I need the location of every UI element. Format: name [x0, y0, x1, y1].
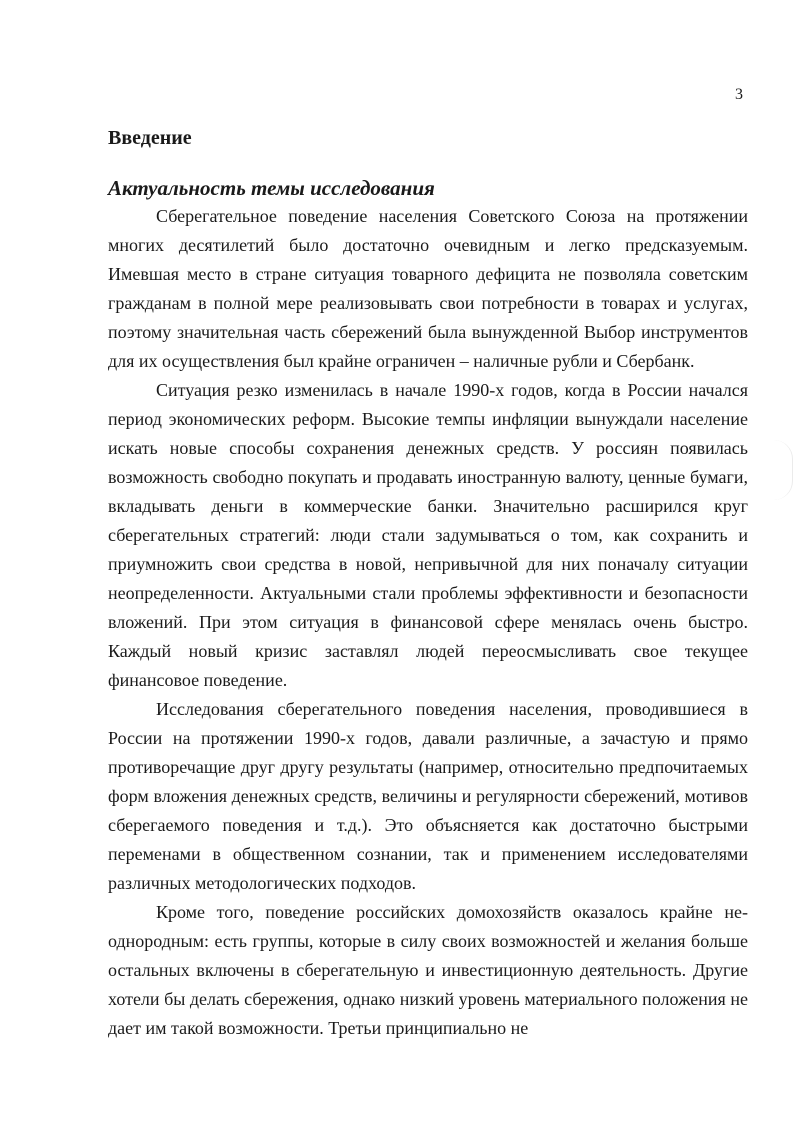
section-heading: Введение [108, 127, 192, 149]
paragraph-1: Сберегательное поведение населения Советского Союза на протяжении многих десятилетий было достаточно очевидным и легко предсказуемым. Имевшая место в стране ситуация товарного дефицита не позволяла советским гражданам в полной мере реализовывать свои потребности в товарах и услугах, поэтому значительная часть сбережений была вынужденной Выбор инструментов для их осуществления был крайне ограничен – наличные рубли и Сбербанк. [108, 206, 748, 371]
paragraph-4: Кроме того, поведение российских домохозяйств оказалось крайне неоднородным: есть группы, которые в силу своих возможностей и желания больше остальных включены в сберегательную и инвестиционную деятельность. Другие хотели бы делать сбережения, однако низкий уровень материального положения не дает им такой возможности. Третьи принципиально не [108, 902, 748, 1038]
paragraph-3: Исследования сберегательного поведения населения, проводившиеся в России на протяжении 1990-х годов, давали различные, а зачастую и прямо противоречащие друг другу результаты (например, относительно предпочитаемых форм вложения денежных средств, величины и регулярности сбережений, мотивов сберегаемого поведения и т.д.). Это объясняется как достаточно быстрыми переменами в общественном сознании, так и применением исследователями различных методологических подходов. [108, 699, 748, 893]
section-subheading: Актуальность темы исследования [108, 176, 435, 200]
paragraph-2: Ситуация резко изменилась в начале 1990-х годов, когда в России начался период экономических реформ. Высокие темпы инфляции вынуждали население искать новые способы сохранения денежных средств. У россиян появилась возможность свободно покупать и продавать иностранную валюту, ценные бумаги, вкладывать деньги в коммерческие банки. Значительно расширился круг сберегательных стратегий: люди стали задумываться о том, как сохранить и приумножить свои средства в новой, непривычной для них поначалу ситуации неопределенности. Актуальными стали проблемы эффективности и безопасности вложений. При этом ситуация в финансовой сфере менялась очень быстро. Каждый новый кризис заставлял людей переосмысливать свое текущее финансовое поведение. [108, 380, 748, 690]
page-number: 3 [735, 86, 743, 103]
scan-edge-mark [774, 440, 793, 500]
page-content [108, 124, 748, 1043]
